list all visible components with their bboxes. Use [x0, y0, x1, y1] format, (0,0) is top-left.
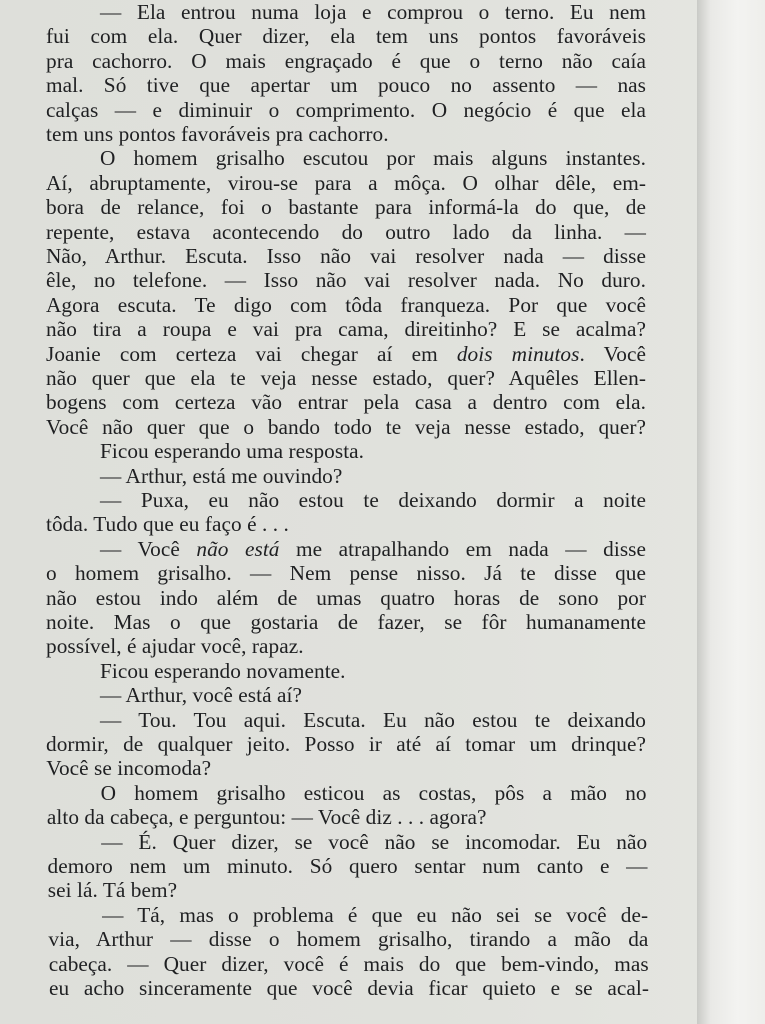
italic-text: dois minutos: [456, 341, 580, 366]
text-line: [47, 805, 647, 829]
text-line: [48, 878, 648, 902]
text-line: [100, 464, 646, 488]
line-text: possível, é ajudar você, rapaz.: [46, 634, 304, 659]
line-text: tem uns pontos favoráveis pra cachorro.: [46, 122, 389, 146]
line-text: o homem grisalho. — Nem pense nisso. Já te disse que: [46, 561, 646, 586]
line-text: me atrapalhando em nada — disse: [279, 536, 647, 561]
text-line: [48, 854, 648, 878]
line-text: calças — e diminuir o comprimento. O negócio é que ela: [46, 97, 646, 122]
line-text: Você não quer que o bando todo te veja nesse estado, quer?: [46, 414, 646, 439]
text-line: [101, 781, 647, 805]
text-line: [46, 73, 646, 97]
text-line: [46, 49, 646, 73]
text-line: [46, 244, 646, 268]
line-text: pra cachorro. O mais engraçado é que o terno não caía: [46, 48, 646, 73]
line-text: — Ela entrou numa loja e comprou o terno. Eu nem: [100, 0, 646, 24]
text-line: [48, 927, 648, 951]
text-line: [46, 317, 646, 341]
text-line: [100, 488, 646, 512]
line-text: demoro nem um minuto. Só quero sentar num canto e —: [47, 854, 648, 878]
text-line: [100, 0, 646, 24]
text-line: [46, 561, 646, 585]
line-text: não estou indo além de umas quatro horas de sono por: [46, 585, 646, 610]
page-edge: [697, 0, 765, 1024]
line-text: alto da cabeça, e perguntou: — Você diz . . . agora?: [46, 805, 487, 830]
line-text: — Você: [100, 536, 197, 561]
text-line: [46, 512, 646, 536]
text-line: [46, 610, 646, 634]
text-line: [46, 268, 646, 292]
line-text: — Arthur, você está aí?: [100, 683, 302, 708]
text-line: [46, 220, 646, 244]
text-line: [100, 659, 646, 683]
line-text: tôda. Tudo que eu faço é . . .: [46, 512, 289, 537]
line-text: não tira a roupa e vai pra cama, direitinho? E se acalma?: [46, 317, 646, 342]
line-text: Ficou esperando novamente.: [100, 658, 346, 683]
line-text: — Puxa, eu não estou te deixando dormir a noite: [100, 488, 646, 512]
line-text: — Arthur, está me ouvindo?: [100, 463, 343, 488]
line-text: Agora escuta. Te digo com tôda franqueza. Por que você: [46, 292, 646, 317]
text-line: [100, 708, 646, 732]
line-text: noite. Mas o que gostaria de fazer, se fôr humanamente: [46, 610, 646, 634]
line-text: O homem grisalho escutou por mais alguns instantes.: [100, 146, 646, 171]
line-text: O homem grisalho esticou as costas, pôs a mão no: [100, 780, 647, 805]
line-text: fui com ela. Quer dizer, ela tem uns pontos favoráveis: [46, 24, 646, 49]
line-text: Você se incomoda?: [46, 756, 212, 781]
line-text: . Você: [579, 341, 646, 366]
text-line: [100, 146, 646, 170]
line-text: sei lá. Tá bem?: [47, 878, 178, 903]
text-line: [46, 586, 646, 610]
line-text: Joanie com certeza vai chegar aí em: [46, 341, 457, 366]
text-line: [46, 293, 646, 317]
line-text: dormir, de qualquer jeito. Posso ir até aí tomar um drinque?: [46, 732, 646, 756]
text-line: [46, 634, 646, 658]
text-line: [46, 390, 646, 414]
text-line: [100, 683, 646, 707]
text-line: [46, 756, 646, 780]
text-line: [46, 342, 646, 366]
text-line: [46, 366, 646, 390]
text-line: [100, 439, 646, 463]
text-line: [100, 537, 646, 561]
line-text: mal. Só tive que apertar um pouco no assento — nas: [46, 73, 646, 98]
line-text: eu acho sinceramente que você devia ficar quieto e se acal-: [49, 976, 649, 1000]
line-text: — É. Quer dizer, se você não se incomodar. Eu não: [101, 829, 648, 854]
line-text: êle, no telefone. — Isso não vai resolver nada. No duro.: [46, 268, 646, 293]
text-line: [46, 195, 646, 219]
text-line: [46, 24, 646, 48]
line-text: não quer que ela te veja nesse estado, quer? Aquêles Ellen-: [46, 366, 646, 390]
text-line: [46, 732, 646, 756]
line-text: Aí, abruptamente, virou-se para a môça. O olhar dêle, em-: [46, 170, 646, 195]
text-line: [49, 952, 649, 976]
line-text: — Tá, mas o problema é que eu não sei se você de-: [102, 902, 649, 927]
text-line: [101, 830, 647, 854]
line-text: repente, estava acontecendo do outro lado da linha. —: [46, 219, 646, 244]
line-text: — Tou. Tou aqui. Escuta. Eu não estou te deixando: [100, 707, 646, 732]
text-line: [46, 415, 646, 439]
line-text: cabeça. — Quer dizer, você é mais do que bem-vindo, mas: [48, 951, 649, 976]
line-text: Não, Arthur. Escuta. Isso não vai resolver nada — disse: [46, 244, 646, 268]
line-text: bora de relance, foi o bastante para informá-la do que, de: [46, 195, 646, 220]
line-text: Ficou esperando uma resposta.: [100, 439, 365, 464]
italic-text: não está: [196, 536, 280, 561]
text-line: [46, 98, 646, 122]
text-line: [46, 171, 646, 195]
line-text: via, Arthur — disse o homem grisalho, tirando a mão da: [48, 927, 649, 952]
line-text: bogens com certeza vão entrar pela casa a dentro com ela.: [46, 390, 646, 415]
text-line: [49, 976, 649, 1000]
text-line: [46, 122, 646, 146]
text-line: [102, 903, 648, 927]
